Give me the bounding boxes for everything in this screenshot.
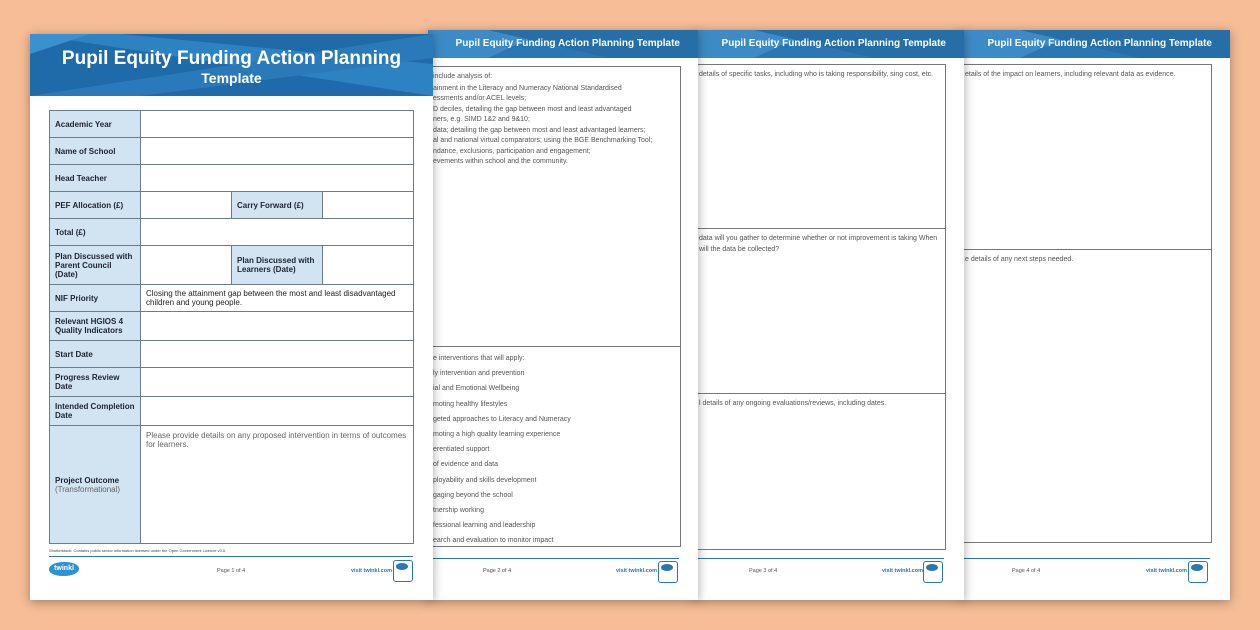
carry-forward-input[interactable] [323,192,414,219]
school-name-label: Name of School [50,138,141,165]
pef-allocation-input[interactable] [141,192,232,219]
twinkl-logo: twinkl [49,562,79,576]
page-2-banner [428,30,698,58]
page-3-number: Page 3 of 4 [749,568,778,574]
analysis-line: include analysis of: [433,73,493,80]
impact-text: etails of the impact on learners, including relevant data as evidence. [965,71,1176,78]
intervention-item: erentiated support [433,446,490,454]
plan-learners-label: Plan Discussed with Learners (Date) [232,246,323,285]
plan-learners-input[interactable] [323,246,414,285]
analysis-line: ainment in the Literacy and Numeracy National Standardised [433,84,622,92]
hgios-label: Relevant HGIOS 4 Quality Indicators [50,312,141,341]
intervention-item: ly intervention and prevention [433,370,525,378]
data-gathering-text: data will you gather to determine whether or not improvement is taking When will the data be collected? [699,235,938,253]
analysis-line: ners, e.g. SIMD 1&2 and 9&10; [433,116,530,123]
total-label: Total (£) [50,219,141,246]
page-2 [428,30,698,600]
intervention-item: ployability and skills development [433,476,537,484]
next-steps-box[interactable] [960,249,1212,543]
page-2-title: Pupil Equity Funding Action Planning Template [455,38,680,49]
data-gathering-box[interactable] [694,228,946,394]
intervention-item: earch and evaluation to monitor impact [433,537,554,545]
intended-completion-input[interactable] [141,397,414,426]
interventions-box[interactable] [428,346,681,547]
quality-badge-icon [923,561,943,583]
intervention-item: ial and Emotional Wellbeing [433,385,520,393]
main-banner [30,34,433,96]
analysis-line: data; detailing the gap between most and least advantaged learners; [433,126,646,134]
licence-footnote: Shutterstock: Contains public sector information licensed under the Open Government Licence v3.0. [49,548,227,553]
main-title: Pupil Equity Funding Action Planning [61,48,402,69]
academic-year-label: Academic Year [50,111,141,138]
academic-year-input[interactable] [141,111,414,138]
intervention-item: of evidence and data [433,461,498,469]
intervention-item: geted approaches to Literacy and Numeracy [433,415,571,423]
page-4-title: Pupil Equity Funding Action Planning Template [987,38,1212,49]
progress-review-input[interactable] [141,368,414,397]
start-date-label: Start Date [50,341,141,368]
page-2-visit[interactable]: visit twinkl.com [616,568,657,574]
nif-priority-label: NIF Priority [50,285,141,312]
total-input[interactable] [141,219,414,246]
intervention-item: moting a high quality learning experience [433,430,561,438]
evaluations-box[interactable] [694,393,946,550]
project-outcome-sub: (Transformational) [55,484,121,494]
page-2-number: Page 2 of 4 [483,568,512,574]
tasks-text: details of specific tasks, including who is taking responsibility, sing cost, etc. [699,71,934,78]
analysis-line: al and national virtual comparators; using the BGE Benchmarking Tool; [433,137,653,144]
tasks-box[interactable] [694,64,946,229]
start-date-input[interactable] [141,341,414,368]
plan-parent-council-input[interactable] [141,246,232,285]
project-outcome-input[interactable]: Please provide details on any proposed intervention in terms of outcomes for learners. [141,426,414,544]
intervention-item: moting healthy lifestyles [433,400,508,408]
analysis-line: D deciles, detailing the gap between most and least advantaged [433,105,632,113]
school-name-input[interactable] [141,138,414,165]
page-3-banner [694,30,964,58]
page-1 [30,34,433,600]
page-4-visit[interactable]: visit twinkl.com [1146,568,1187,574]
project-outcome-title: Project Outcome [55,475,120,485]
page-1-visit[interactable]: visit twinkl.com [351,568,392,574]
impact-box[interactable] [960,64,1212,250]
intervention-item: e interventions that will apply: [433,355,525,362]
quality-badge-icon [658,561,678,583]
page-3-visit[interactable]: visit twinkl.com [882,568,923,574]
quality-badge-icon [1188,561,1208,583]
main-subtitle: Template [201,70,262,86]
intended-completion-label: Intended Completion Date [50,397,141,426]
plan-parent-council-label: Plan Discussed with Parent Council (Date) [50,246,141,285]
quality-badge-icon [393,560,413,582]
pef-allocation-label: PEF Allocation (£) [50,192,141,219]
head-teacher-input[interactable] [141,165,414,192]
analysis-box[interactable] [428,66,681,347]
pef-form-table [49,110,414,544]
intervention-item: tnership working [433,506,484,514]
intervention-item: fessional learning and leadership [433,522,536,530]
analysis-line: ndance, exclusions, participation and engagement; [433,147,591,155]
head-teacher-label: Head Teacher [50,165,141,192]
page-3-title: Pupil Equity Funding Action Planning Template [721,38,946,49]
analysis-line: essments and/or ACEL levels; [433,95,527,102]
nif-priority-value: Closing the attainment gap between the most and least disadvantaged children and young people. [141,285,414,312]
project-outcome-label [50,426,141,544]
intervention-item: gaging beyond the school [433,491,513,499]
analysis-line: evements within school and the community. [433,158,568,165]
page-1-number: Page 1 of 4 [217,568,246,574]
page-3 [694,30,964,600]
page-4-number: Page 4 of 4 [1012,568,1041,574]
next-steps-text: e details of any next steps needed. [965,256,1074,263]
page-4-banner [960,30,1230,58]
hgios-input[interactable] [141,312,414,341]
evaluations-text: l details of any ongoing evaluations/reviews, including dates. [699,400,887,407]
progress-review-label: Progress Review Date [50,368,141,397]
carry-forward-label: Carry Forward (£) [232,192,323,219]
page-4 [960,30,1230,600]
